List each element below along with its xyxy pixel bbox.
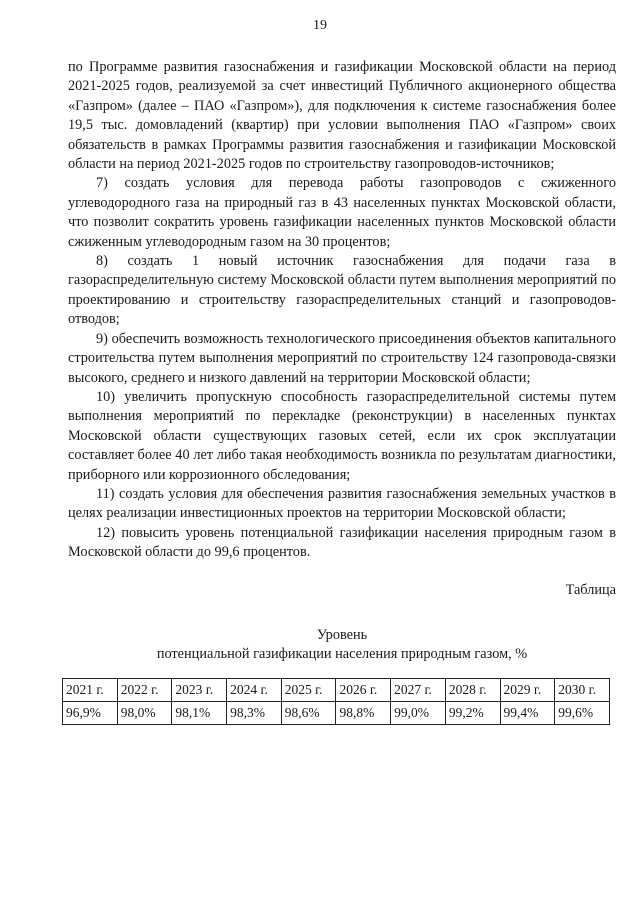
gasification-table [62,678,610,725]
paragraph: 9) обеспечить возможность технологического присоединения объектов капитального строительства путем выполнения мероприятий по строительству 124 газопровода-связки высокого, среднего и низкого давлений на территории Московской области; [68,330,616,386]
value-cell: 99,0% [391,701,446,724]
year-cell: 2025 г. [281,678,336,701]
value-cell: 98,3% [227,701,282,724]
year-cell: 2027 г. [391,678,446,701]
paragraph: 10) увеличить пропускную способность газораспределительной системы путем выполнения мероприятий по перекладке (реконструкции) в населенных пунктах Московской области существующих газовых сетей, если их срок эксплуатации составляет более 40 лет либо такая необходимость возникла по результатам диагностики, приборного или коррозионного обследования; [68,388,616,483]
table-row [63,701,610,724]
year-cell: 2023 г. [172,678,227,701]
paragraph: 8) создать 1 новый источник газоснабжения для подачи газа в газораспределительную систему Московской области путем выполнения мероприятий по проектированию и строительству газораспределительных станций и газопроводов-отводов; [68,253,616,328]
year-cell: 2030 г. [555,678,610,701]
year-cell: 2024 г. [227,678,282,701]
year-cell: 2021 г. [63,678,118,701]
paragraph: 11) создать условия для обеспечения развития газоснабжения земельных участков в целях реализации инвестиционных проектов на территории Московской области; [68,485,616,522]
year-cell: 2022 г. [117,678,172,701]
value-cell: 99,6% [555,701,610,724]
table-label: Таблица [565,581,616,598]
paragraph: 7) создать условия для перевода работы газопроводов с сжиженного углеводородного газа на природный газ в 43 населенных пунктах Московской области, что позволит сократить уровень газификации населенных пунктов Московской области сжиженным углеводородным газом на 30 процентов; [68,175,616,250]
year-cell: 2028 г. [445,678,500,701]
table-title [68,626,616,664]
paragraph: 12) повысить уровень потенциальной газификации населения природным газом в Московской области до 99,6 процентов. [68,524,616,561]
table-title-line2: потенциальной газификации населения природным газом, % [156,645,528,662]
table-title-line1: Уровень [316,626,368,643]
year-cell: 2029 г. [500,678,555,701]
value-cell: 99,4% [500,701,555,724]
value-cell: 99,2% [445,701,500,724]
table-header-row [63,678,610,701]
value-cell: 98,1% [172,701,227,724]
value-cell: 98,6% [281,701,336,724]
value-cell: 96,9% [63,701,118,724]
page-number: 19 [313,18,327,33]
value-cell: 98,8% [336,701,391,724]
document-body [68,58,616,725]
paragraph: по Программе развития газоснабжения и газификации Московской области на период 2021-2025 годов, реализуемой за счет инвестиций Публичного акционерного общества «Газпром» (далее – ПАО «Газпром»), для подключения к системе газоснабжения более 19,5 тыс. домовладений (квартир) при условии выполнения ПАО «Газпром» своих обязательств в рамках Программы развития газоснабжения и газификации Московской области на период 2021-2025 годов по строительству газопроводов-источников; [68,59,616,173]
year-cell: 2026 г. [336,678,391,701]
value-cell: 98,0% [117,701,172,724]
